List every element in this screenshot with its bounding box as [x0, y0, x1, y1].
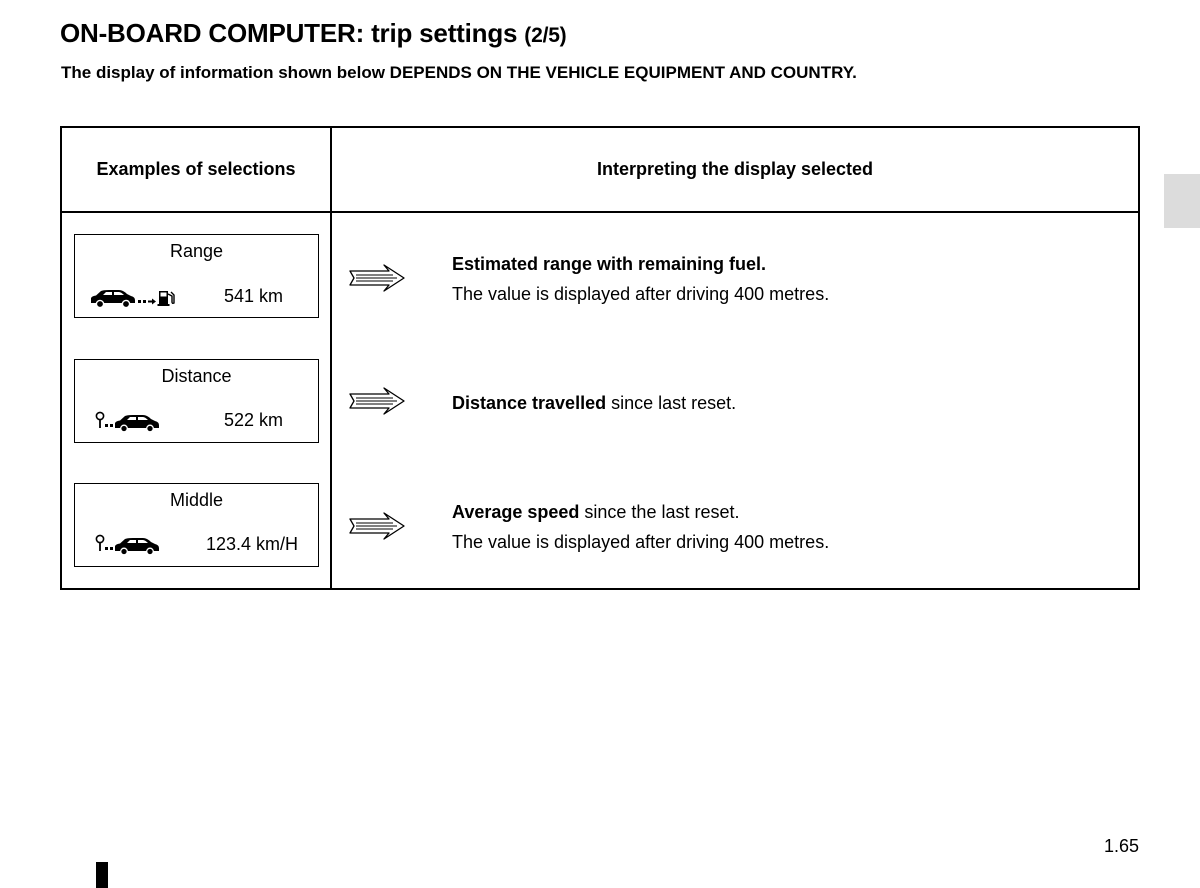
pin-to-car-icon	[95, 533, 161, 555]
page-subtitle: The display of information shown below DEPENDS ON THE VEHICLE EQUIPMENT AND COUNTRY.	[61, 63, 857, 82]
page-indicator: (2/5)	[524, 24, 567, 47]
display-name: Middle	[169, 490, 224, 510]
car-to-fuel-pump-icon	[89, 287, 179, 309]
title-text: ON-BOARD COMPUTER: trip settings	[60, 18, 518, 48]
description-range	[452, 249, 829, 309]
display-name: Range	[169, 241, 224, 261]
arrow-right-icon	[349, 510, 405, 544]
selections-table	[60, 126, 1140, 590]
section-tab-marker	[1164, 174, 1200, 228]
display-value: 123.4 km/H	[206, 534, 299, 554]
display-name: Distance	[161, 366, 232, 386]
display-example-middle	[74, 483, 319, 567]
description-line-1	[452, 249, 829, 279]
description-bold: Average speed	[452, 502, 580, 522]
pin-to-car-icon	[95, 410, 161, 432]
header-divider	[62, 211, 1138, 213]
column-header-examples: Examples of selections	[96, 159, 296, 179]
display-value: 541 km	[224, 286, 284, 306]
page-title	[60, 18, 566, 49]
description-distance	[452, 388, 736, 418]
description-rest: since last reset.	[606, 393, 737, 413]
arrow-right-icon	[349, 385, 405, 419]
description-middle	[452, 497, 829, 557]
display-value: 522 km	[224, 410, 284, 430]
display-example-range	[74, 234, 319, 318]
description-bold: Distance travelled	[452, 393, 607, 413]
description-line-1	[452, 388, 736, 418]
page-edge-mark	[96, 862, 108, 888]
description-line-2: The value is displayed after driving 400 metres.	[452, 284, 830, 304]
description-line-2: The value is displayed after driving 400 metres.	[452, 532, 830, 552]
description-line-1	[452, 497, 829, 527]
display-example-distance	[74, 359, 319, 443]
description-rest: since the last reset.	[579, 502, 740, 522]
page-number: 1.65	[1104, 836, 1140, 856]
description-bold: Estimated range with remaining fuel.	[452, 254, 767, 274]
arrow-right-icon	[349, 262, 405, 296]
column-header-interpretation: Interpreting the display selected	[596, 159, 874, 179]
